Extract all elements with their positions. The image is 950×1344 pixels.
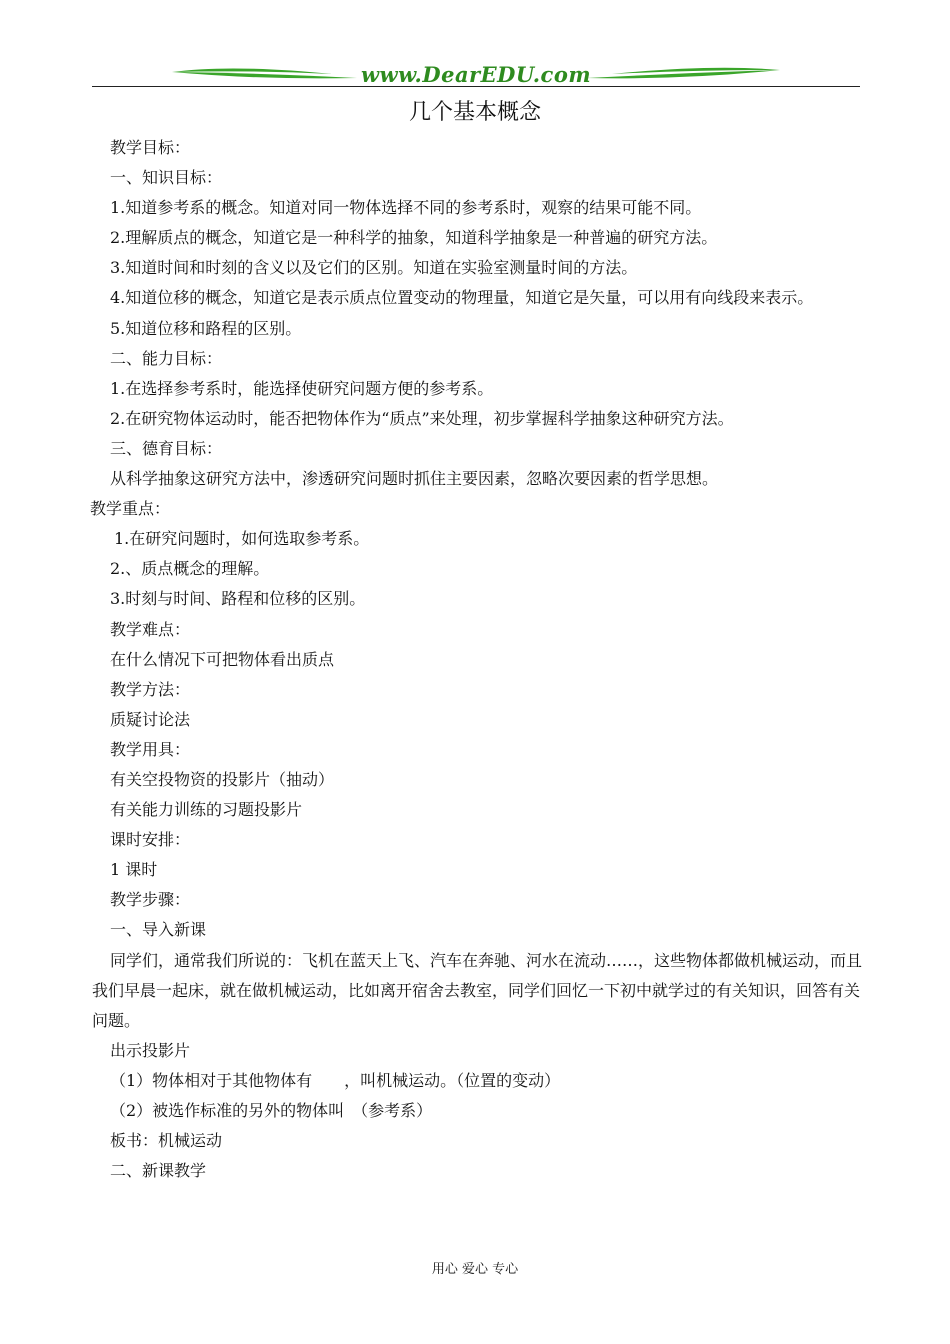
text-line: 教学方法： [110,679,191,699]
text-line: 教学目标： [110,138,191,157]
text-line: 一、知识目标： [110,168,223,188]
text-line: 二、能力目标： [110,348,223,368]
text-line: 3.时刻与时间、路程和位移的区别。 [110,589,366,609]
text-line: （2）被选作标准的另外的物体叫 （参考系） [110,1101,433,1120]
text-line: 质疑讨论法 [110,709,191,729]
page-footer: 用心 爱心 专心 [431,1262,519,1277]
text-line: 1.在研究问题时，如何选取参考系。 [114,529,370,549]
document-body [92,133,864,1186]
text-line: 板书：机械运动 [110,1131,223,1151]
text-line: 教学步骤： [110,890,191,910]
text-line: 一、导入新课 [110,920,207,940]
text-line: 1.知道参考系的概念。知道对同一物体选择不同的参考系时，观察的结果可能不同。 [110,198,702,218]
text-line: 从科学抽象这研究方法中，渗透研究问题时抓住主要因素，忽略次要因素的哲学思想。 [110,469,719,489]
text-line: 2.在研究物体运动时，能否把物体作为“质点”来处理，初步掌握科学抽象这种研究方法。 [110,408,734,428]
text-line: 有关能力训练的习题投影片 [110,800,303,820]
text-line: 4.知道位移的概念，知道它是表示质点位置变动的物理量，知道它是矢量，可以用有向线段来表示。 [110,288,814,308]
text-line: 1 课时 [110,860,158,880]
text-line: 教学重点： [90,499,171,519]
text-line: 同学们，通常我们所说的：飞机在蓝天上飞、汽车在奔驰、河水在流动……，这些物体都做机械运动，而且我们早晨一起床，就在做机械运动，比如离开宿舍去教室，同学们回忆一下初中就学过的有关知识，回答有关问题。 [92,950,863,1030]
text-line: 2.理解质点的概念，知道它是一种科学的抽象，知道科学抽象是一种普遍的研究方法。 [110,228,718,248]
text-line: （1）物体相对于其他物体有 ，叫机械运动。（位置的变动） [110,1070,561,1090]
text-line: 二、新课教学 [110,1161,207,1181]
header-rule [92,86,860,87]
text-line: 在什么情况下可把物体看出质点 [110,649,335,669]
text-line: 有关空投物资的投影片（抽动） [110,769,335,789]
text-line: 课时安排： [110,830,191,850]
text-line: 5.知道位移和路程的区别。 [110,318,302,338]
text-line: 3.知道时间和时刻的含义以及它们的区别。知道在实验室测量时间的方法。 [110,258,638,278]
site-brand: www.DearEDU.com [360,62,592,87]
text-line: 2.、质点概念的理解。 [110,559,270,579]
text-line: 三、德育目标： [110,438,223,458]
page-title: 几个基本概念 [408,100,541,125]
text-line: 教学难点： [110,619,191,639]
text-line: 出示投影片 [110,1040,191,1060]
site-header [92,60,860,92]
text-line: 教学用具： [110,739,191,759]
text-line: 1.在选择参考系时，能选择使研究问题方便的参考系。 [110,378,494,398]
